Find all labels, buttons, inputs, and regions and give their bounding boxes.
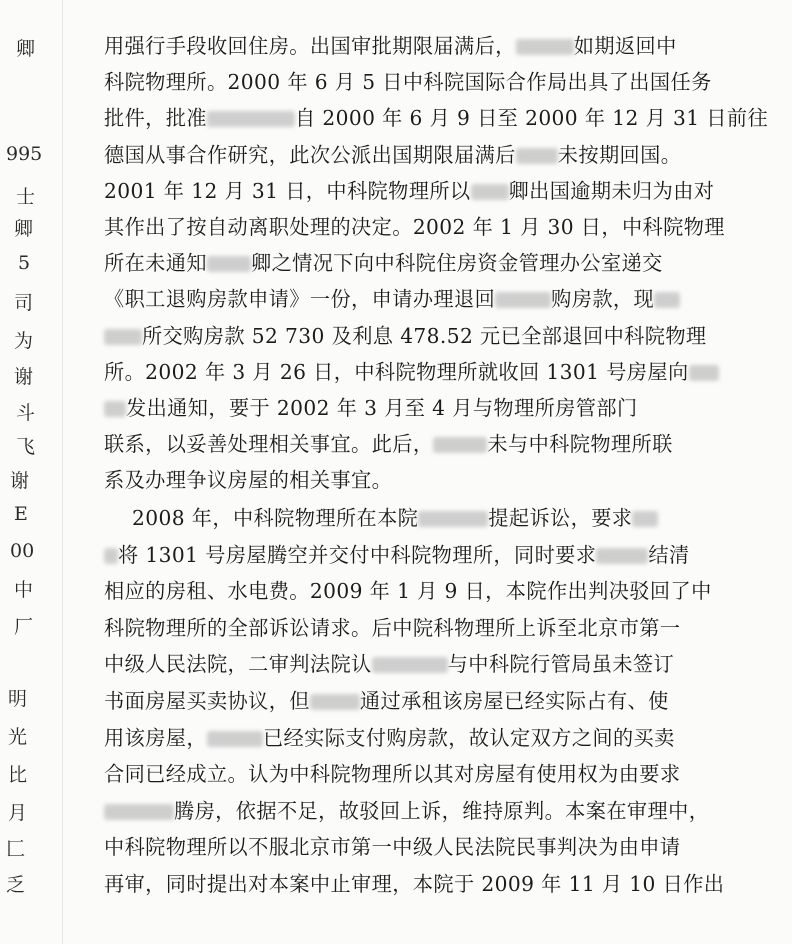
text-segment: 再审，同时提出对本案中止审理，本院于 2009 年 11 月 10 日作出 (104, 872, 725, 896)
text-segment: 如期返回中 (573, 34, 677, 58)
text-line (104, 543, 690, 567)
text-line (104, 106, 768, 130)
text-segment: 德国从事合作研究，此次公派出国期限届满后 (104, 142, 516, 167)
text-line (104, 143, 681, 167)
text-segment: 所在未通知 (104, 251, 207, 276)
text-segment: 中科院物理所以不服北京市第一中级人民法院民事判决为由申请 (104, 835, 681, 860)
margin-fragment: 比 (8, 764, 28, 786)
text-line (104, 835, 680, 859)
redaction-blur (310, 694, 360, 710)
redaction-blur (104, 548, 118, 564)
text-segment: 科院物理所的全部诉讼请求。后中院科物理所上诉至北京市第一 (104, 615, 681, 640)
text-segment: 已经实际支付购房款，故认定双方之间的买卖 (262, 725, 675, 750)
margin-fragment: 乏 (6, 874, 26, 896)
text-line (104, 179, 714, 203)
text-line (104, 215, 725, 239)
text-segment: 所。2002 年 3 月 26 日，中科院物理所就收回 1301 号房屋向 (104, 359, 689, 384)
margin-fragment: 中 (14, 579, 34, 601)
text-line (104, 579, 712, 603)
text-line (104, 726, 675, 750)
text-segment: 购房款，现 (551, 287, 655, 312)
redaction-blur (471, 184, 509, 200)
redaction-blur (104, 401, 126, 417)
margin-fragment: 谢 (10, 470, 30, 492)
margin-fragment: 谢 (14, 366, 34, 388)
text-segment: 用该房屋， (104, 725, 207, 750)
text-segment: 相应的房租、水电费。2009 年 1 月 9 日，本院作出判决驳回了中 (104, 579, 712, 604)
margin-fragment: 斗 (16, 402, 36, 424)
margin-fragment: 为 (14, 330, 34, 352)
text-segment: 合同已经成立。认为中科院物理所以其对房屋有使用权为由要求 (104, 762, 681, 787)
margin-fragment: 00 (10, 540, 35, 562)
text-segment: 与中科院行管局虽未签订 (447, 652, 675, 677)
text-segment: 腾房，依据不足，故驳回上诉，维持原判。本案在审理中， (174, 798, 710, 823)
text-line (104, 468, 392, 492)
text-segment: 《职工退购房款申请》一份，申请办理退回 (104, 287, 496, 312)
margin-fragment: 士 (16, 186, 36, 208)
text-line (104, 360, 719, 384)
text-segment: 提起诉讼，要求 (488, 506, 633, 530)
redaction-blur (516, 39, 574, 55)
text-segment: 中级人民法院，二审判法院认 (104, 652, 372, 677)
text-segment: 用强行手段收回住房。出国审批期限届满后， (104, 34, 516, 58)
redaction-blur (654, 292, 680, 308)
redaction-blur (689, 365, 719, 381)
margin-fragment: 卿 (16, 38, 36, 60)
text-segment: 通过承租该房屋已经实际占有、使 (359, 689, 669, 713)
margin-fragment: 司 (14, 292, 34, 314)
text-line (104, 432, 673, 456)
text-segment: 未与中科院物理所联 (487, 432, 673, 457)
redaction-blur (433, 437, 487, 453)
redaction-blur (632, 511, 658, 527)
text-segment: 书面房屋买卖协议，但 (104, 689, 310, 713)
text-segment: 2001 年 12 月 31 日，中科院物理所以 (104, 178, 471, 203)
margin-fragment: 月 (8, 802, 28, 824)
text-segment: 自 2000 年 6 月 9 日至 2000 年 12 月 31 日前往 (294, 106, 769, 131)
text-line (104, 689, 669, 713)
text-line (104, 872, 724, 896)
text-line (104, 616, 680, 640)
redaction-blur (207, 731, 263, 747)
redaction-blur (207, 256, 251, 272)
redaction-blur (418, 511, 488, 527)
margin-fragment: 匚 (6, 838, 26, 860)
margin-fragment: 光 (8, 726, 28, 748)
text-segment: 于 2002 年 3 月至 4 月与物理所房管部门 (249, 396, 638, 420)
text-segment: 发出通知，要 (126, 396, 250, 420)
text-segment: 科院物理所。2000 年 6 月 5 日中科院国际合作局出具了出国任务 (104, 70, 712, 95)
margin-fragment: 995 (6, 143, 43, 165)
margin-fragment: 卿 (14, 218, 34, 240)
margin-fragment: 明 (8, 688, 28, 710)
margin-fragment: 5 (18, 252, 31, 274)
text-line (104, 652, 674, 676)
text-segment: 批件，批准 (104, 106, 207, 131)
text-line (104, 799, 709, 823)
margin-fragment: E (14, 503, 28, 525)
margin-fragment: 飞 (16, 436, 36, 458)
redaction-blur (104, 329, 142, 345)
text-line (104, 70, 712, 94)
text-line (104, 762, 680, 786)
text-segment: 将 1301 号房屋腾空并交付中科院物理所，同时要求 (118, 542, 597, 567)
text-line (104, 34, 677, 58)
text-line (104, 251, 663, 275)
redaction-blur (516, 148, 558, 164)
redaction-blur (104, 804, 174, 820)
text-segment: 2008 年，中科院物理所在本院 (132, 506, 419, 530)
redaction-blur (372, 657, 448, 673)
text-segment: 未按期回国。 (557, 142, 682, 167)
text-segment: 联系，以妥善处理相关事宜。此后， (104, 432, 434, 457)
text-line (104, 396, 638, 420)
text-segment: 卿出国逾期未归为由对 (508, 178, 715, 203)
margin-fragment: 厂 (14, 616, 34, 638)
text-segment: 结清 (648, 542, 690, 567)
redaction-blur (207, 111, 295, 127)
text-line (104, 324, 707, 348)
text-segment: 所交购房款 52 730 及利息 478.52 元已全部退回中科院物理 (142, 323, 707, 348)
text-line (132, 506, 658, 530)
redaction-blur (495, 292, 551, 308)
text-line (104, 287, 680, 311)
text-segment: 系及办理争议房屋的相关事宜。 (104, 468, 393, 493)
redaction-blur (596, 548, 648, 564)
text-segment: 其作出了按自动离职处理的决定。2002 年 1 月 30 日，中科院物理 (104, 215, 725, 239)
text-segment: 卿之情况下向中科院住房资金管理办公室递交 (250, 251, 663, 276)
